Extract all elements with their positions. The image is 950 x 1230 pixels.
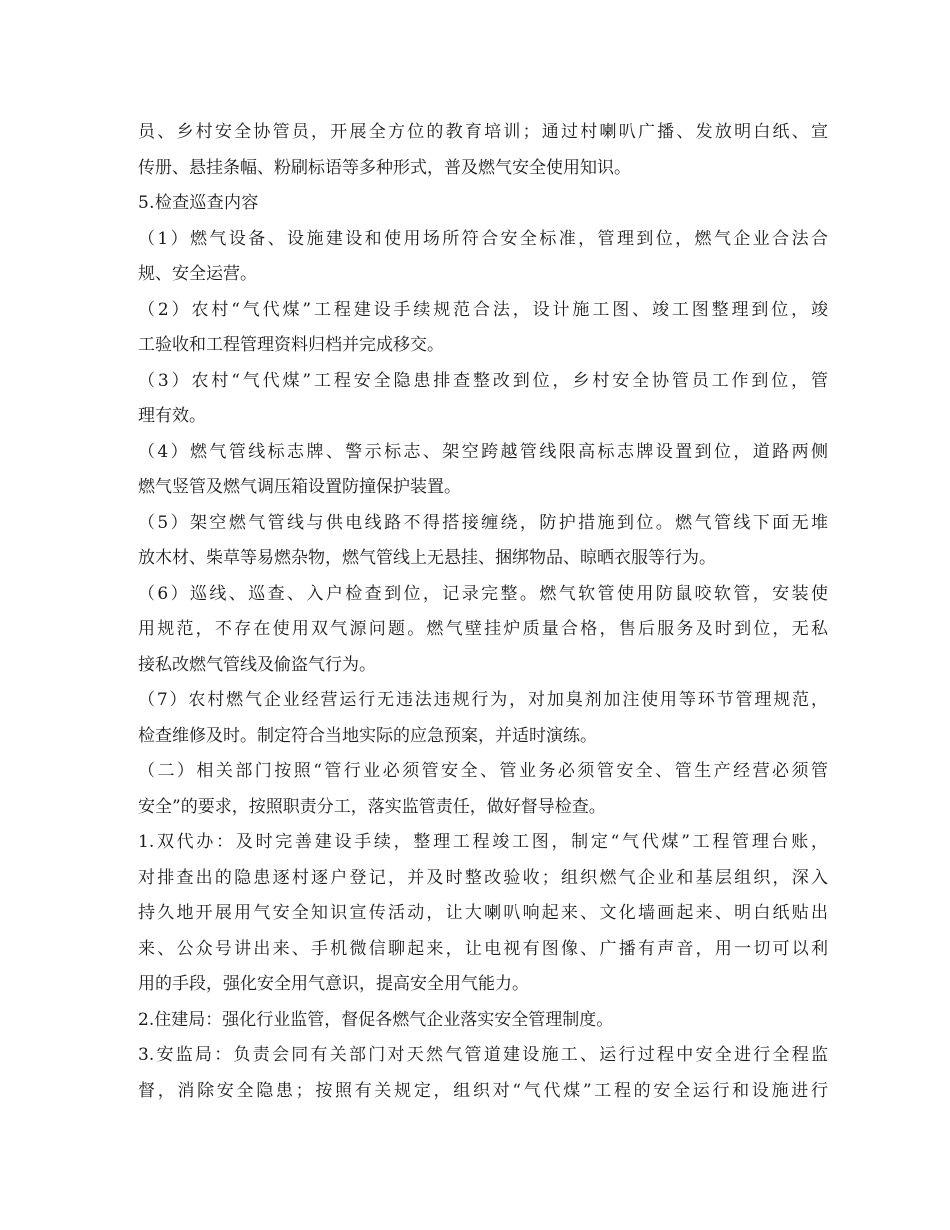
text-line: （3）农村“气代煤”工程安全隐患排查整改到位，乡村安全协管员工作到位，管 — [138, 370, 828, 391]
text-line: 持久地开展用气安全知识宣传活动，让大喇叭响起来、文化墙画起来、明白纸贴出 — [138, 903, 828, 923]
text-line: 对排查出的隐患逐村逐户登记，并及时整改验收；组织燃气企业和基层组织，深入 — [138, 867, 828, 888]
section-heading: 5.检查巡查内容 — [138, 193, 259, 213]
text-line: 安全”的要求，按照职责分工，落实监管责任，做好督导检查。 — [138, 796, 606, 817]
text-line: （二）相关部门按照“管行业必须管安全、管业务必须管安全、管生产经营必须管 — [138, 761, 828, 781]
text-line: 2.住建局：强化行业监管，督促各燃气企业落实安全管理制度。 — [138, 1009, 614, 1030]
text-line: （2）农村“气代煤”工程建设手续规范合法，设计施工图、竣工图整理到位，竣 — [138, 299, 828, 320]
text-line: 员、乡村安全协管员，开展全方位的教育培训；通过村喇叭广播、发放明白纸、宣 — [138, 122, 828, 142]
text-line: （6）巡线、巡查、入户检查到位，记录完整。燃气软管使用防鼠咬软管，安装使 — [138, 583, 828, 604]
text-line: 燃气竖管及燃气调压箱设置防撞保护装置。 — [138, 477, 461, 497]
document-body — [138, 115, 828, 1109]
text-line: 理有效。 — [138, 406, 206, 426]
text-line: 用规范，不存在使用双气源问题。燃气壁挂炉质量合格，售后服务及时到位，无私 — [138, 619, 828, 639]
text-line: 工验收和工程管理资料归档并完成移交。 — [138, 335, 444, 355]
text-line: （4）燃气管线标志牌、警示标志、架空跨越管线限高标志牌设置到位，道路两侧 — [138, 441, 828, 462]
text-line: 1.双代办：及时完善建设手续，整理工程竣工图，制定“气代煤”工程管理台账， — [138, 832, 828, 852]
text-line: 3.安监局：负责会同有关部门对天然气管道建设施工、运行过程中安全进行全程监 — [138, 1045, 828, 1065]
text-line: 来、公众号讲出来、手机微信聊起来，让电视有图像、广播有声音，用一切可以利 — [138, 938, 828, 959]
text-line: （7）农村燃气企业经营运行无违法违规行为，对加臭剂加注使用等环节管理规范， — [138, 690, 828, 710]
text-line: 放木材、柴草等易燃杂物，燃气管线上无悬挂、捆绑物品、晾晒衣服等行为。 — [138, 548, 716, 568]
text-line: 用的手段，强化安全用气意识，提高安全用气能力。 — [138, 974, 529, 994]
text-line: （5）架空燃气管线与供电线路不得搭接缠绕，防护措施到位。燃气管线下面无堆 — [138, 512, 828, 533]
text-line: 督，消除安全隐患；按照有关规定，组织对“气代煤”工程的安全运行和设施进行 — [138, 1080, 828, 1101]
text-line: 传册、悬挂条幅、粉刷标语等多种形式，普及燃气安全使用知识。 — [138, 157, 631, 178]
text-line: 检查维修及时。制定符合当地实际的应急预案，并适时演练。 — [138, 725, 597, 746]
text-line: 接私改燃气管线及偷盗气行为。 — [138, 654, 376, 675]
text-line: 规、安全运营。 — [138, 264, 257, 284]
text-line: （1）燃气设备、设施建设和使用场所符合安全标准，管理到位，燃气企业合法合 — [138, 228, 828, 249]
